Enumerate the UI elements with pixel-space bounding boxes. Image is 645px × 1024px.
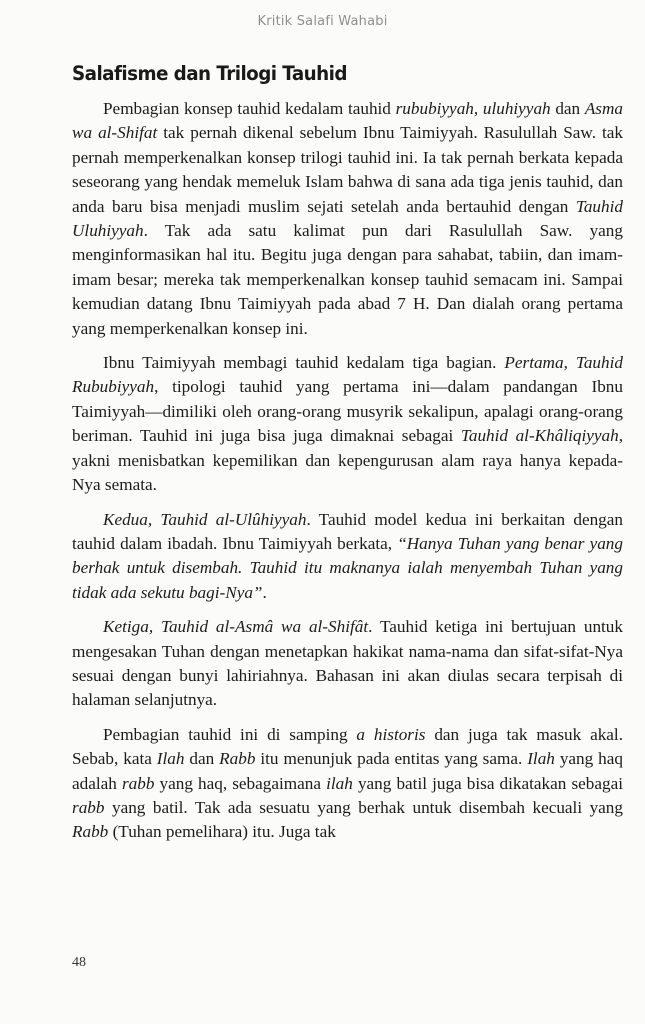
paragraph-3: Kedua, Tauhid al-Ulûhiyyah. Tauhid model kedua ini berkaitan dengan tauhid dalam ibadah. Ibnu Taimiyyah berkata, “Hanya Tuhan yang benar yang berhak untuk disembah. Tauhid itu maknanya ialah menyembah Tuhan yang tidak ada sekutu bagi-Nya”. [72, 509, 623, 602]
paragraph-4: Ketiga, Tauhid al-Asmâ wa al-Shifât. Tauhid ketiga ini bertujuan untuk mengesakan Tuhan dengan menetapkan hakikat nama-nama dan sifat-sifat-Nya sesuai dengan bunyi lahiriahnya. Bahasan ini akan diulas secara terpisah di halaman selanjutnya. [72, 617, 623, 710]
paragraph-2: Ibnu Taimiyyah membagi tauhid kedalam tiga bagian. Pertama, Tauhid Rububiyyah, tipologi tauhid yang pertama ini—dalam pandangan Ibnu Taimiyyah—dimiliki oleh orang-orang musyrik sekalipun, apalagi orang-orang beriman. Tauhid ini juga bisa juga dimaknai sebagai Tauhid al-Khâliqiyyah, yakni menisbatkan kepemilikan dan kepengurusan alam raya hanya kepada-Nya semata. [72, 353, 623, 495]
page-number: 48 [72, 955, 86, 970]
paragraph-5: Pembagian tauhid ini di samping a historis dan juga tak masuk akal. Sebab, kata Ilah dan Rabb itu menunjuk pada entitas yang sama. Ilah yang haq adalah rabb yang haq, sebagaimana ilah yang batil juga bisa dikatakan sebagai rabb yang batil. Tak ada sesuatu yang berhak untuk disembah kecuali yang Rabb (Tuhan pemelihara) itu. Juga tak [72, 724, 623, 842]
page-body [72, 62, 623, 855]
running-head: Kritik Salafi Wahabi [257, 14, 388, 29]
paragraph-1: Pembagian konsep tauhid kedalam tauhid rububiyyah, uluhiyyah dan Asma wa al-Shifat tak pernah dikenal sebelum Ibnu Taimiyyah. Rasulullah Saw. tak pernah memperkenalkan konsep trilogi tauhid ini. Ia tak pernah berkata kepada seseorang yang hendak memeluk Islam bahwa di sana ada tiga jenis tauhid, dan anda baru bisa menjadi muslim sejati setelah anda bertauhid dengan Tauhid Uluhiyyah. Tak ada satu kalimat pun dari Rasulullah Saw. yang menginformasikan hal itu. Begitu juga dengan para sahabat, tabiin, dan imam-imam besar; mereka tak memperkenalkan konsep tauhid semacam ini. Sampai kemudian datang Ibnu Taimiyyah pada abad 7 H. Dan dialah orang pertama yang memperkenalkan konsep ini. [72, 99, 624, 338]
section-title: Salafisme dan Trilogi Tauhid [72, 62, 347, 85]
